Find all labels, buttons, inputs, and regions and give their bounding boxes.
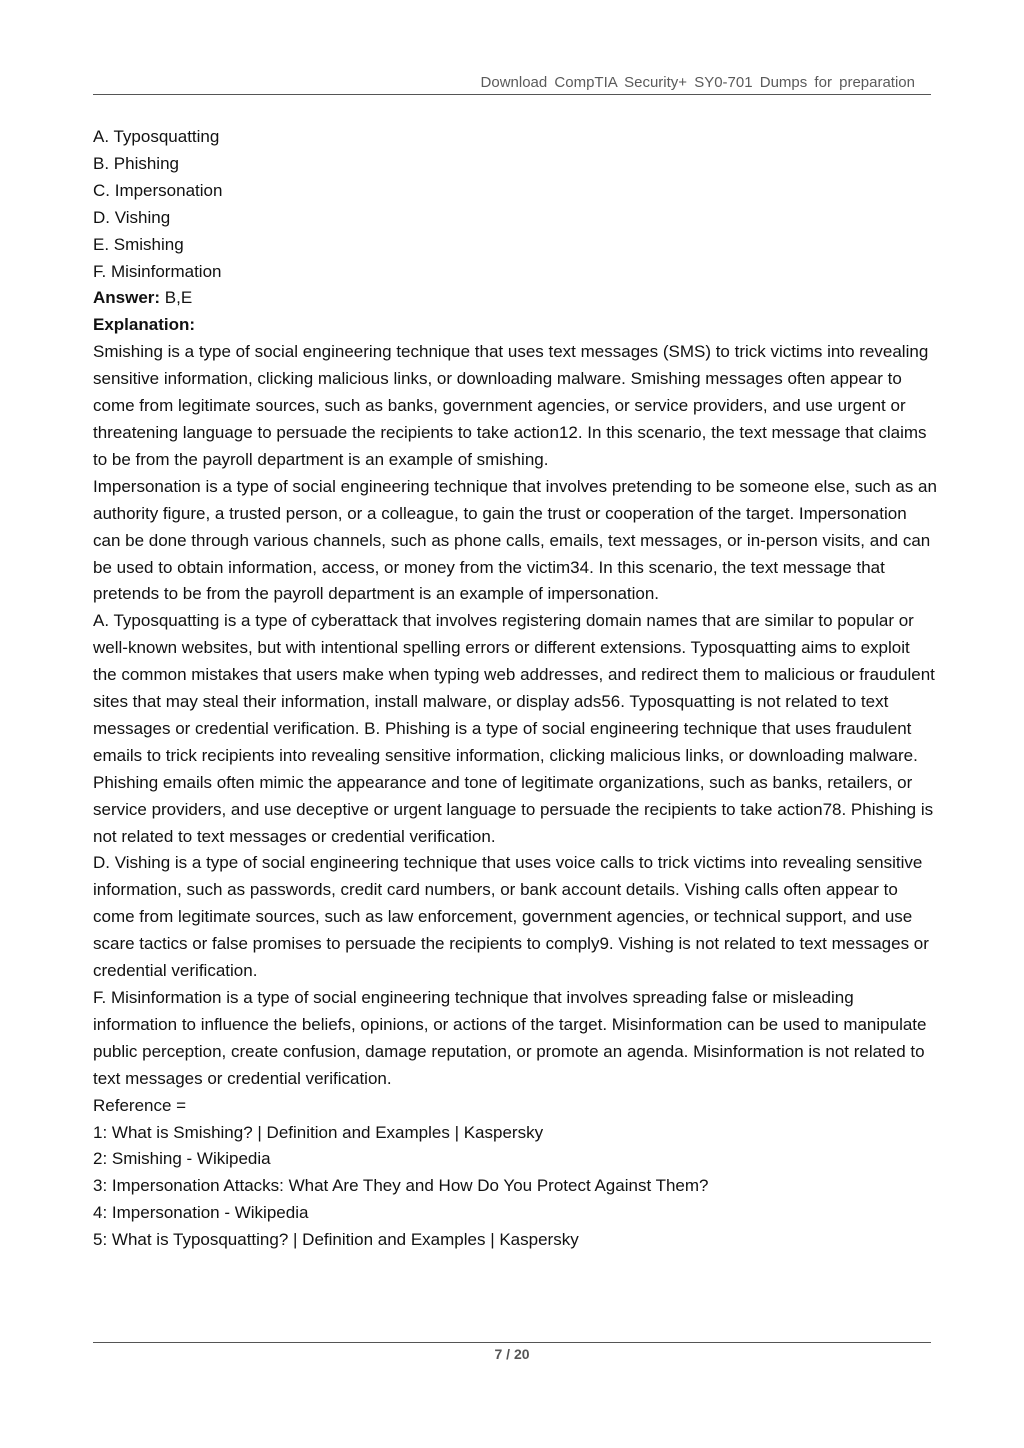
explanation-label: Explanation: [93,315,196,335]
answer-value: B,E [160,288,193,308]
option-a: A. Typosquatting [93,127,220,146]
answer-label: Answer: [93,288,161,308]
reference-label: Reference = [93,1095,187,1115]
option-b: B. Phishing [93,153,179,173]
explanation-paragraph-impersonation: Impersonation is a type of social engineering technique that involves pretending to be someone else, such as an authority figure, a trusted person, or a colleague, to gain the trust or cooperation of the target. Impersonation can be done through various channels, such as phone calls, emails, text messages, or in-person visits, and can be used to obtain information, access, or money from the victim34. In this scenario, the text message that pretends to be from the payroll department is an example of impersonation. [93,476,937,604]
reference-item: 1: What is Smishing? | Definition and Examples | Kaspersky [93,1122,544,1142]
page-number: 7 / 20 [494,1346,530,1362]
explanation-paragraph-smishing: Smishing is a type of social engineering technique that uses text messages (SMS) to trick victims into revealing sensitive information, clicking malicious links, or downloading malware. Smishing messages often appear to come from legitimate sources, such as banks, government agencies, or service providers, and use urgent or threatening language to persuade the recipients to take action12. In this scenario, the text message that claims to be from the payroll department is an example of smishing. [93,342,929,469]
header-title: Download CompTIA Security+ SY0-701 Dumps for preparation [480,74,915,91]
reference-item: 5: What is Typosquatting? | Definition and Examples | Kaspersky [93,1230,579,1250]
reference-item: 2: Smishing - Wikipedia [93,1149,271,1169]
reference-item: 4: Impersonation - Wikipedia [93,1203,309,1223]
footer-divider [93,1342,931,1343]
explanation-paragraph-misinformation: F. Misinformation is a type of social engineering technique that involves spreading false or misleading information to influence the beliefs, opinions, or actions of the target. Misinformation can be used to manipulate public perception, create confusion, damage reputation, or promote an agenda. Misinformation is not related to text messages or credential verification. [93,988,927,1088]
option-f: F. Misinformation [93,261,222,281]
option-d: D. Vishing [93,207,171,227]
explanation-paragraph-typosquatting-phishing: A. Typosquatting is a type of cyberattack that involves registering domain names that are similar to popular or well-known websites, but with intentional spelling errors or different extensions. Typosquatting aims to exploit the common mistakes that users make when typing web addresses, and redirect them to malicious or fraudulent sites that may steal their information, install malware, or display ads56. Typosquatting is not related to text messages or credential verification. B. Phishing is a type of social engineering technique that uses fraudulent emails to trick recipients into revealing sensitive information, clicking malicious links, or downloading malware. Phishing emails often mimic the appearance and tone of legitimate organizations, such as banks, retailers, or service providers, and use deceptive or urgent language to persuade the recipients to take action78. Phishing is not related to text messages or credential verification. [93,611,935,846]
page-content [93,124,938,1254]
page-header [93,72,931,95]
option-c: C. Impersonation [93,180,223,200]
reference-item: 3: Impersonation Attacks: What Are They and How Do You Protect Against Them? [93,1176,709,1196]
option-e: E. Smishing [93,234,184,254]
explanation-paragraph-vishing: D. Vishing is a type of social engineering technique that uses voice calls to trick victims into revealing sensitive information, such as passwords, credit card numbers, or bank account details. Vishing calls often appear to come from legitimate sources, such as law enforcement, government agencies, or technical support, and use scare tactics or false promises to persuade the recipients to comply9. Vishing is not related to text messages or credential verification. [93,853,929,981]
answer-line [93,285,938,312]
